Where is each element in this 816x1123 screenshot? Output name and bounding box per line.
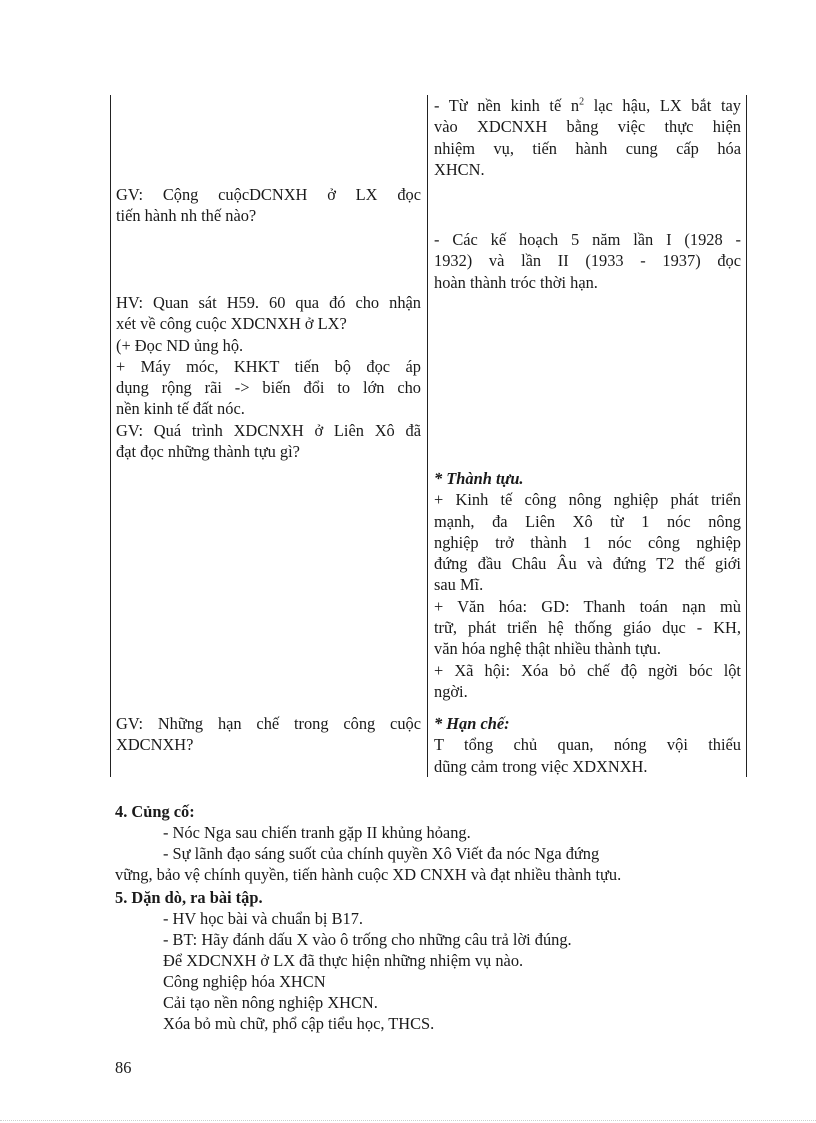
answer-line: đứng đầu Châu Âu và đứng T2 thế giới xyxy=(434,554,741,574)
section-line: Công nghiệp hóa XHCN xyxy=(163,972,326,991)
question-line: (+ Đọc ND ủng hộ. xyxy=(116,335,244,355)
answer-line: nghiệp trở thành 1 nóc công nghiệp xyxy=(434,532,741,552)
answer-line: + Kinh tế công nông nghiệp phát triển xyxy=(434,490,741,510)
page-number: 86 xyxy=(115,1058,132,1077)
question-line: tiến hành nh thế nào? xyxy=(116,206,257,226)
section-line: Cải tạo nền nông nghiệp XHCN. xyxy=(163,993,378,1012)
section-line: - HV học bài và chuẩn bị B17. xyxy=(163,909,363,928)
section-consolidation xyxy=(115,801,740,885)
question-line: dụng rộng rãi -> biến đổi to lớn cho xyxy=(116,378,421,398)
section-homework xyxy=(115,887,740,1034)
answer-cell-1 xyxy=(434,95,741,180)
answer-line: vào XDCNXH bằng việc thực hiện xyxy=(434,117,741,137)
question-line: GV: Quá trình XDCNXH ở Liên Xô đã xyxy=(116,421,421,440)
answer-cell-4 xyxy=(434,713,741,777)
section-line: Để XDCNXH ở LX đã thực hiện những nhiệm vụ nào. xyxy=(163,951,524,970)
section-heading: 5. Dặn dò, ra bài tập. xyxy=(115,888,263,907)
answer-line: dũng cảm trong việc XDXNXH. xyxy=(434,756,648,776)
section-line: - Nóc Nga sau chiến tranh gặp II khủng hỏang. xyxy=(163,823,471,842)
section-line: vững, bảo vệ chính quyền, tiến hành cuộc XD CNXH và đạt nhiều thành tựu. xyxy=(115,865,622,884)
question-cell-3 xyxy=(116,420,421,463)
question-cell-2 xyxy=(116,292,421,420)
question-line: đạt đọc những thành tựu gì? xyxy=(116,442,300,462)
answer-line: trữ, phát triển hệ thống giáo dục - KH, xyxy=(434,618,741,638)
section-line: Xóa bỏ mù chữ, phổ cập tiểu học, THCS. xyxy=(163,1014,435,1033)
limitations-heading: * Hạn chế: xyxy=(434,714,510,733)
question-cell-1 xyxy=(116,184,421,227)
section-line: - BT: Hãy đánh dấu X vào ô trống cho những câu trả lời đúng. xyxy=(163,930,572,949)
answer-line: hoàn thành tróc thời hạn. xyxy=(434,272,598,292)
answer-line: T tổng chủ quan, nóng vội thiếu xyxy=(434,735,741,755)
answer-line: ngời. xyxy=(434,681,468,701)
table-left-border xyxy=(110,95,111,777)
section-heading: 4. Củng cố: xyxy=(115,802,195,821)
question-line: HV: Quan sát H59. 60 qua đó cho nhận xyxy=(116,293,421,312)
achievements-heading: * Thành tựu. xyxy=(434,469,524,488)
question-line: xét về công cuộc XDCNXH ở LX? xyxy=(116,314,347,334)
answer-line: + Xã hội: Xóa bỏ chế độ ngời bóc lột xyxy=(434,660,741,680)
question-line: GV: Cộng cuộcDCNXH ở LX đọc xyxy=(116,185,421,204)
section-line: - Sự lãnh đạo sáng suốt của chính quyền Xô Viết đa nóc Nga đứng xyxy=(163,844,600,863)
question-line: + Máy móc, KHKT tiến bộ đọc áp xyxy=(116,356,421,376)
question-line: GV: Những hạn chế trong công cuộc xyxy=(116,714,421,733)
bottom-divider xyxy=(0,1120,816,1121)
answer-line: mạnh, đa Liên Xô từ 1 nóc nông xyxy=(434,511,741,531)
question-cell-4 xyxy=(116,713,421,756)
answer-line: - Từ nền kinh tế $n^2$ lạc hậu, LX bắt tay xyxy=(434,96,741,115)
answer-cell-3 xyxy=(434,468,741,702)
table-middle-border xyxy=(427,95,428,777)
answer-line: XHCN. xyxy=(434,159,485,179)
answer-line: sau Mĩ. xyxy=(434,575,484,595)
answer-line: 1932) và lần II (1933 - 1937) đọc xyxy=(434,251,741,271)
answer-line: văn hóa nghệ thật nhiều thành tựu. xyxy=(434,639,661,659)
question-line: nền kinh tế đất nóc. xyxy=(116,399,245,419)
question-line: XDCNXH? xyxy=(116,735,194,755)
answer-line: + Văn hóa: GD: Thanh toán nạn mù xyxy=(434,596,741,616)
answer-line: nhiệm vụ, tiến hành cung cấp hóa xyxy=(434,138,741,158)
answer-line: - Các kế hoạch 5 năm lần I (1928 - xyxy=(434,230,741,249)
answer-cell-2 xyxy=(434,229,741,293)
table-right-border xyxy=(746,95,747,777)
